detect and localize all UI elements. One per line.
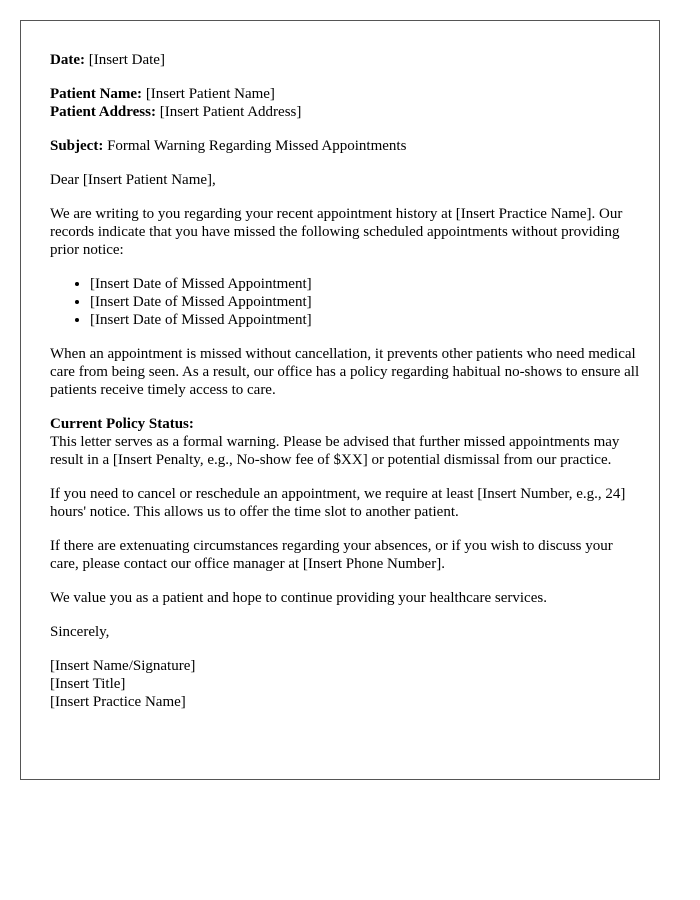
letter-body xyxy=(50,51,640,727)
letter-frame xyxy=(20,20,660,780)
cancellation-paragraph: If you need to cancel or reschedule an appointment, we require at least [Insert Number, e.g., 24] hours' notice. This allows us to offer the time slot to another patient. xyxy=(50,486,626,520)
patient-name-line xyxy=(50,85,640,103)
patient-address-value: [Insert Patient Address] xyxy=(159,104,302,120)
patient-name-value: [Insert Patient Name] xyxy=(145,86,275,102)
patient-name-label: Patient Name: xyxy=(50,86,143,102)
missed-appointments-list xyxy=(50,275,640,329)
intro-paragraph: We are writing to you regarding your recent appointment history at [Insert Practice Name]. Our records indicate that you have missed the following scheduled appointments without providing prior notice: xyxy=(50,206,623,258)
list-item: • [Insert Date of Missed Appointment] xyxy=(90,275,640,293)
salutation: Dear [Insert Patient Name], xyxy=(50,172,216,188)
patient-info xyxy=(50,85,640,121)
policy-section xyxy=(50,415,640,469)
subject-line xyxy=(50,137,640,155)
signature-practice: [Insert Practice Name] xyxy=(50,694,186,710)
date-line xyxy=(50,51,640,69)
impact-paragraph: When an appointment is missed without cancellation, it prevents other patients who need medical care from being seen. As a result, our office has a policy regarding habitual no-shows to ensure all patients receive timely access to care. xyxy=(50,346,640,398)
subject-value: Formal Warning Regarding Missed Appointments xyxy=(107,138,407,154)
list-item: • [Insert Date of Missed Appointment] xyxy=(90,293,640,311)
list-item: • [Insert Date of Missed Appointment] xyxy=(90,311,640,329)
policy-text: This letter serves as a formal warning. Please be advised that further missed appointments may result in a [Insert Penalty, e.g., No-show fee of $XX] or potential dismissal from our practice. xyxy=(50,434,620,468)
subject-label: Subject: xyxy=(50,138,104,154)
closing-statement: We value you as a patient and hope to continue providing your healthcare services. xyxy=(50,590,547,606)
patient-address-line xyxy=(50,103,640,121)
sign-off: Sincerely, xyxy=(50,624,110,640)
signature-name: [Insert Name/Signature] xyxy=(50,658,196,674)
signature-block xyxy=(50,657,640,711)
signature-title: [Insert Title] xyxy=(50,676,126,692)
date-label: Date: xyxy=(50,52,85,68)
date-value: [Insert Date] xyxy=(88,52,165,68)
patient-address-label: Patient Address: xyxy=(50,104,156,120)
contact-paragraph: If there are extenuating circumstances regarding your absences, or if you wish to discuss your care, please contact our office manager at [Insert Phone Number]. xyxy=(50,538,613,572)
policy-heading: Current Policy Status: xyxy=(50,416,194,432)
